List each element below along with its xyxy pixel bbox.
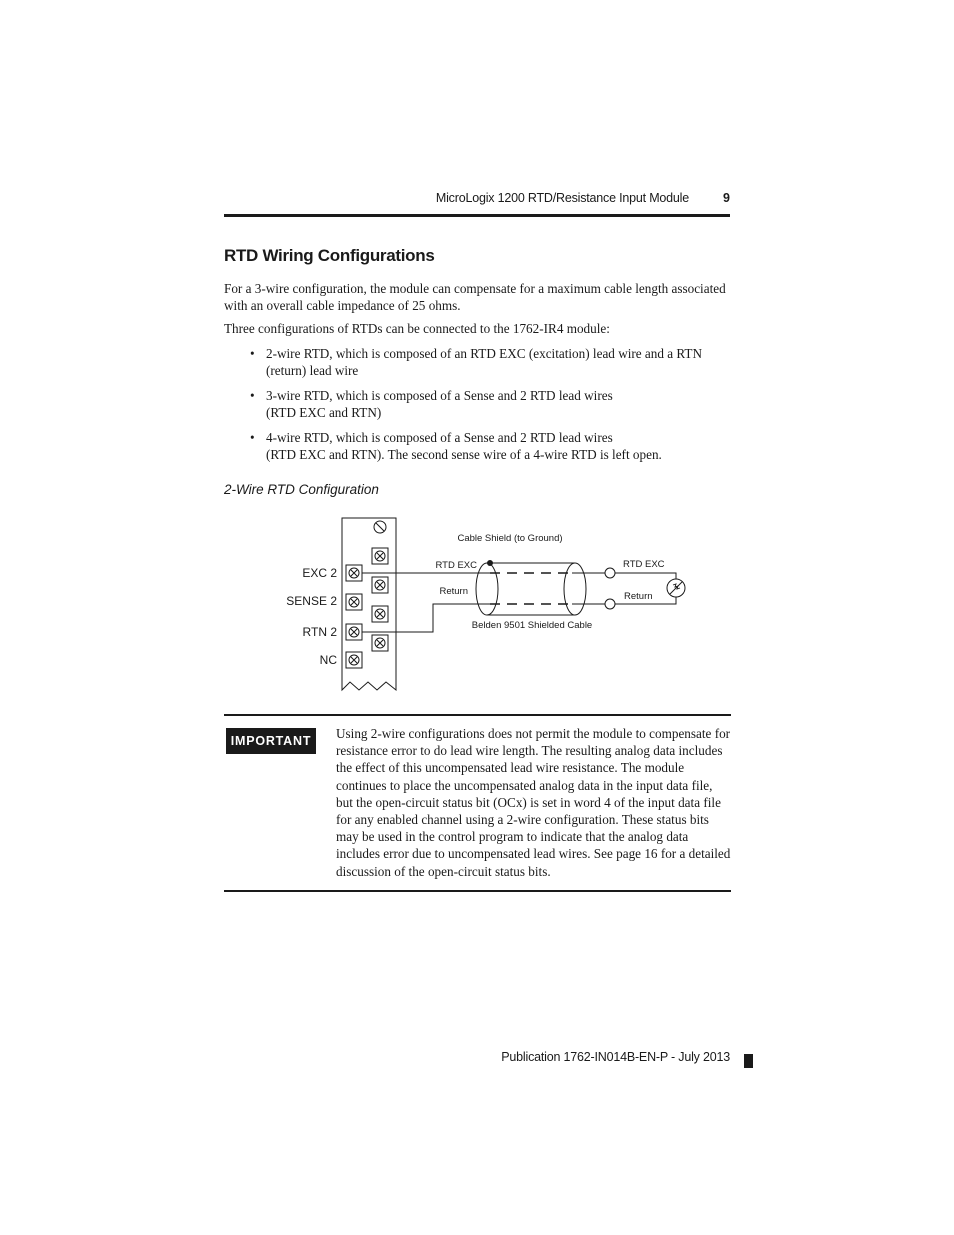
figure-caption: 2-Wire RTD Configuration — [224, 482, 379, 497]
header-rule — [224, 214, 730, 217]
right-exc-label: RTD EXC — [623, 559, 665, 570]
important-text: Using 2-wire configurations does not permit the module to compensate for resistance error to do lead wire length. The resulting analog data includes the effect of this uncompensated lead wire resistance. The module continues to place the uncompensated analog data in the input data file, but the open-circuit status bit (OCx) is set in word 4 of the input data file for any enabled channel using a 2-wire configuration. These status bits may be used in the control program to indicate that the analog data includes error due to uncompensated lead wires. See page 16 for a detailed discussion of the open-circuit status bits. — [336, 726, 731, 879]
important-top-rule — [224, 714, 731, 716]
running-header — [224, 191, 730, 211]
list-item — [250, 345, 730, 379]
terminal-label-exc2: EXC 2 — [302, 566, 337, 580]
wiring-diagram — [280, 512, 700, 698]
shield-ground-dot — [487, 560, 493, 566]
cable-shield-left — [476, 563, 498, 615]
left-return-label: Return — [439, 586, 468, 597]
cable-label: Belden 9501 Shielded Cable — [471, 620, 593, 631]
terminal-label-nc: NC — [319, 653, 337, 667]
list-item-text: 2-wire RTD, which is composed of an RTD EXC (excitation) lead wire and a RTN (return) lead wire — [266, 346, 702, 378]
right-return-label: Return — [624, 591, 653, 602]
bullet-dot: • — [250, 430, 255, 445]
list-item — [250, 429, 730, 463]
cable-shield-label: Cable Shield (to Ground) — [457, 533, 563, 544]
page-number: 9 — [723, 191, 730, 205]
list-item-text: 3-wire RTD, which is composed of a Sense and 2 RTD lead wires (RTD EXC and RTN) — [266, 388, 613, 420]
terminal-label-rtn2: RTN 2 — [302, 625, 337, 639]
bullet-dot: • — [250, 388, 255, 403]
left-exc-label: RTD EXC — [435, 560, 477, 571]
rtd-sensor-icon — [667, 579, 685, 597]
footer-edge-mark — [744, 1054, 753, 1068]
bullet-dot: • — [250, 346, 255, 361]
list-item-text: 4-wire RTD, which is composed of a Sense and 2 RTD lead wires (RTD EXC and RTN). The second sense wire of a 4-wire RTD is left open. — [266, 430, 662, 462]
paragraph-cable-impedance: For a 3-wire configuration, the module can compensate for a maximum cable length associated with an overall cable impedance of 25 ohms. — [224, 281, 726, 313]
header-title: MicroLogix 1200 RTD/Resistance Input Module — [435, 191, 689, 205]
list-item — [250, 387, 730, 421]
section-title: RTD Wiring Configurations — [224, 246, 435, 265]
configuration-list — [250, 345, 730, 471]
rtd-exc-terminal — [605, 568, 615, 578]
important-bottom-rule — [224, 890, 731, 892]
rtd-return-terminal — [605, 599, 615, 609]
publication-footer: Publication 1762-IN014B-EN-P - July 2013 — [501, 1050, 730, 1064]
terminal-label-sense2: SENSE 2 — [286, 594, 337, 608]
cable-shield-right — [564, 563, 586, 615]
important-badge: IMPORTANT — [226, 728, 316, 754]
paragraph-configurations-intro: Three configurations of RTDs can be connected to the 1762-IR4 module: — [224, 321, 610, 336]
terminal-top-icon — [374, 521, 386, 533]
